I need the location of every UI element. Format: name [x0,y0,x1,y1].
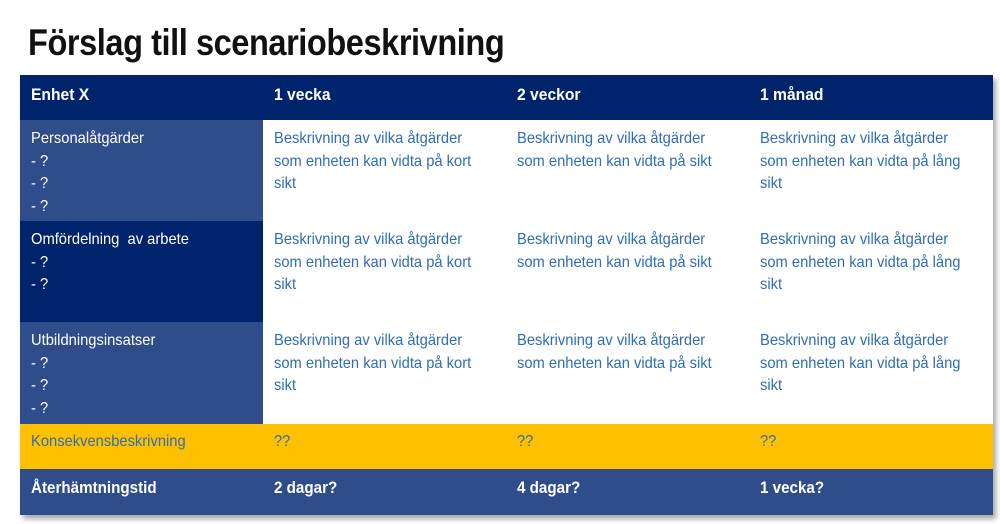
table-row [20,221,993,322]
table-header-row [20,75,993,120]
table-row [20,322,993,424]
header-2-weeks: 2 veckor [517,85,581,104]
cell-description: Beskrivning av vilka åtgärder som enheten kan vidta på sikt [517,231,712,271]
row-label-personnel: Personalåtgärder - ? - ? - ? [20,120,263,221]
recovery-time-row [20,469,993,515]
consequence-value: ?? [760,433,777,450]
cell-description: Beskrivning av vilka åtgärder som enheten kan vidta på lång sikt [760,130,961,192]
cell-description: Beskrivning av vilka åtgärder som enheten kan vidta på kort sikt [274,332,472,394]
cell-description: Beskrivning av vilka åtgärder som enheten kan vidta på lång sikt [760,231,961,293]
cell-description: Beskrivning av vilka åtgärder som enheten kan vidta på lång sikt [760,332,961,394]
table-row [20,120,993,221]
row-label-training: Utbildningsinsatser - ? - ? - ? [20,322,263,424]
row-label-redistribution: Omfördelning av arbete - ? - ? [20,221,263,322]
page-title: Förslag till scenariobeskrivning [28,22,505,63]
recovery-time-value: 4 dagar? [517,479,581,497]
header-1-month: 1 månad [760,85,824,104]
consequence-value: ?? [517,433,534,450]
header-1-week: 1 vecka [274,85,331,104]
header-unit: Enhet X [31,85,90,104]
cell-description: Beskrivning av vilka åtgärder som enheten kan vidta på sikt [517,130,712,170]
recovery-time-value: 2 dagar? [274,479,338,497]
consequence-label: Konsekvensbeskrivning [31,433,186,450]
cell-description: Beskrivning av vilka åtgärder som enheten kan vidta på sikt [517,332,712,372]
cell-description: Beskrivning av vilka åtgärder som enheten kan vidta på kort sikt [274,130,472,192]
cell-description: Beskrivning av vilka åtgärder som enheten kan vidta på kort sikt [274,231,472,293]
recovery-time-value: 1 vecka? [760,479,825,497]
consequence-row [20,424,993,469]
scenario-table [20,75,993,515]
recovery-time-label: Återhämtningstid [31,479,157,497]
consequence-value: ?? [274,433,291,450]
